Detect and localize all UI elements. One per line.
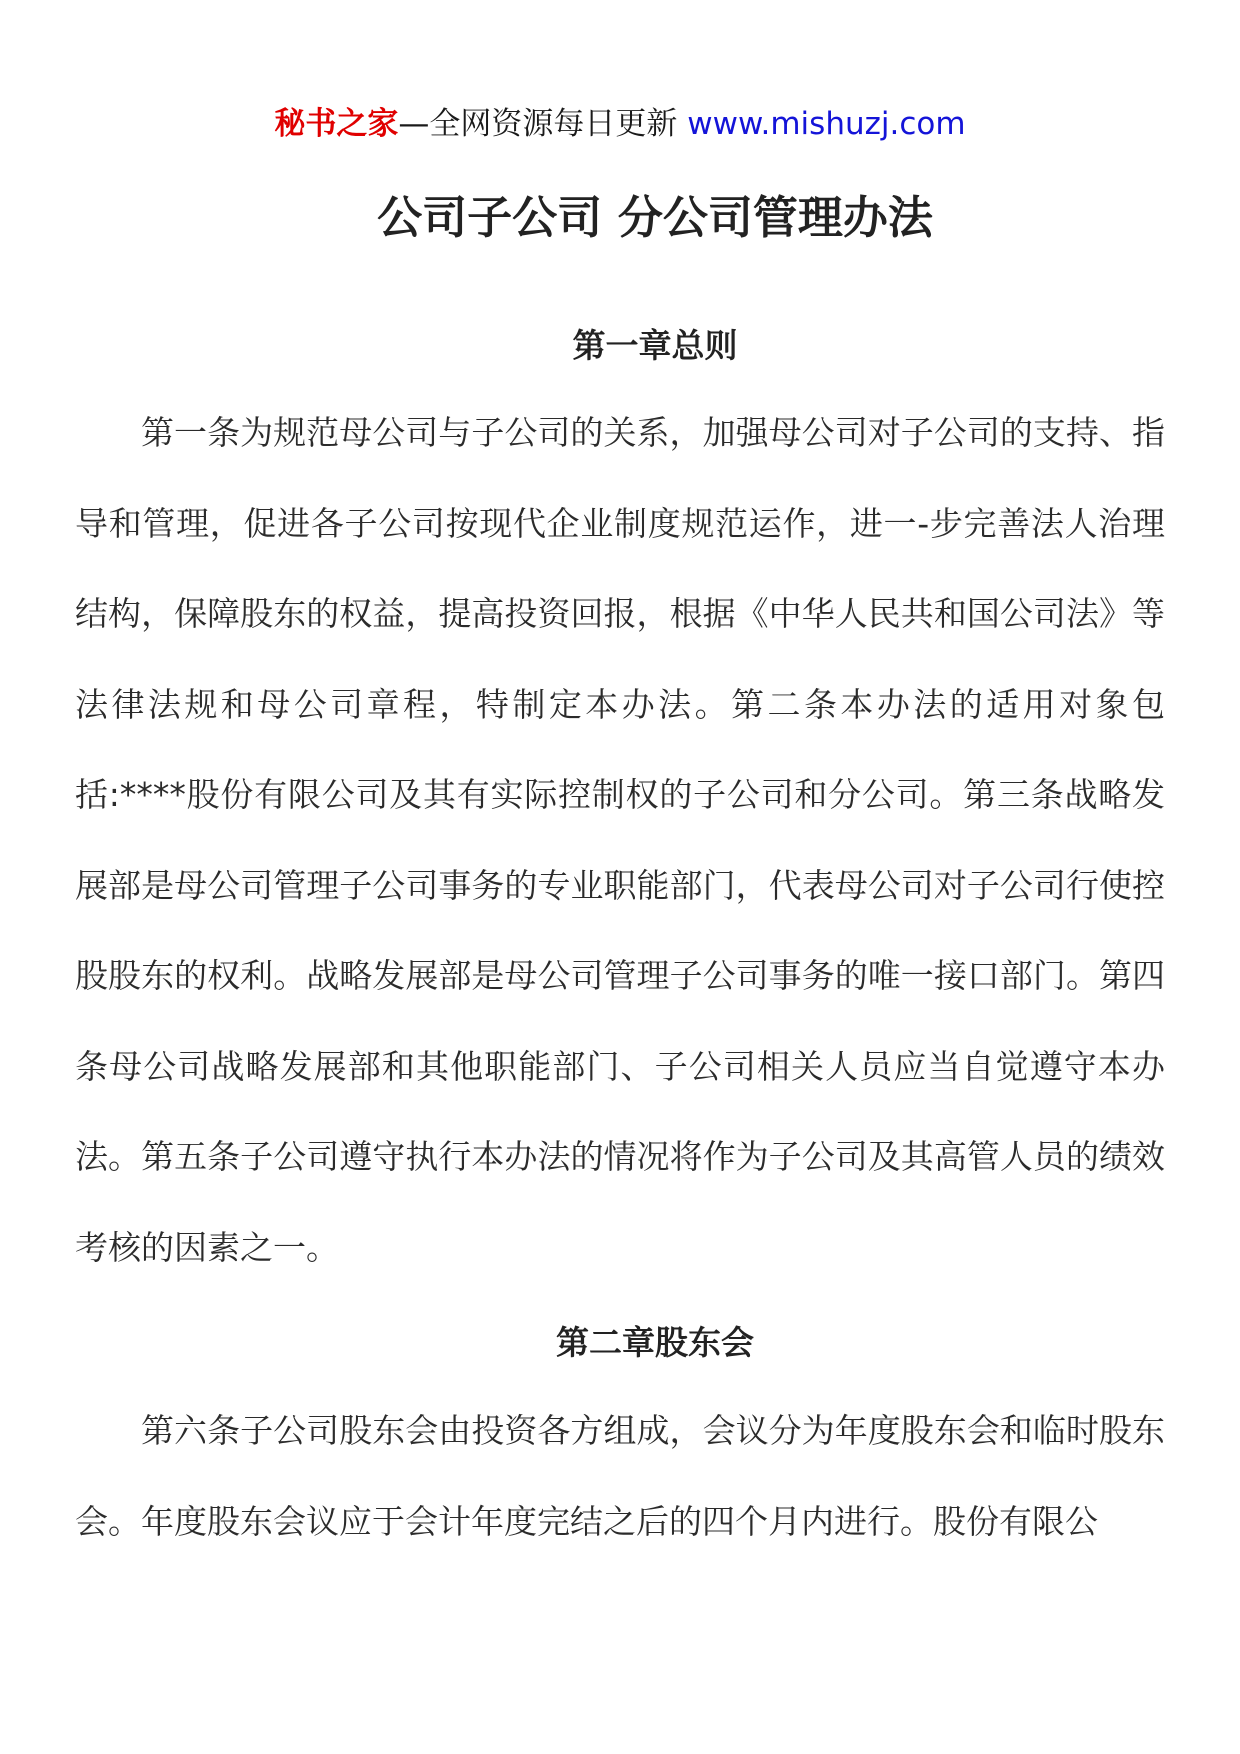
site-brand: 秘书之家 [274, 106, 399, 142]
site-url-link[interactable]: www.mishuzj.com [687, 106, 966, 142]
site-header [0, 104, 1240, 144]
site-tagline: —全网资源每日更新 [398, 106, 678, 142]
chapter-1-heading: 第一章总则 [572, 326, 738, 365]
document-title: 公司子公司 分公司管理办法 [377, 191, 933, 244]
chapter-2-heading: 第二章股东会 [556, 1323, 754, 1362]
chapter-1-body: 第一条为规范母公司与子公司的关系，加强母公司对子公司的支持、指导和管理，促进各子公司按现代企业制度规范运作，进一-步完善法人治理结构，保障股东的权益，提高投资回报，根据《中华人民共和国公司法》等法律法规和母公司章程，特制定本办法。第二条本办法的适用对象包括:****股份有限公司及其有实际控制权的子公司和分公司。第三条战略发展部是母公司管理子公司事务的专业职能部门，代表母公司对子公司行使控股股东的权利。战略发展部是母公司管理子公司事务的唯一接口部门。第四条母公司战略发展部和其他职能部门、子公司相关人员应当自觉遵守本办法。第五条子公司遵守执行本办法的情况将作为子公司及其高管人员的绩效考核的因素之一。 [75, 413, 1165, 1267]
chapter-2-body: 第六条子公司股东会由投资各方组成，会议分为年度股东会和临时股东会。年度股东会议应于会计年度完结之后的四个月内进行。股份有限公 [75, 1411, 1165, 1541]
